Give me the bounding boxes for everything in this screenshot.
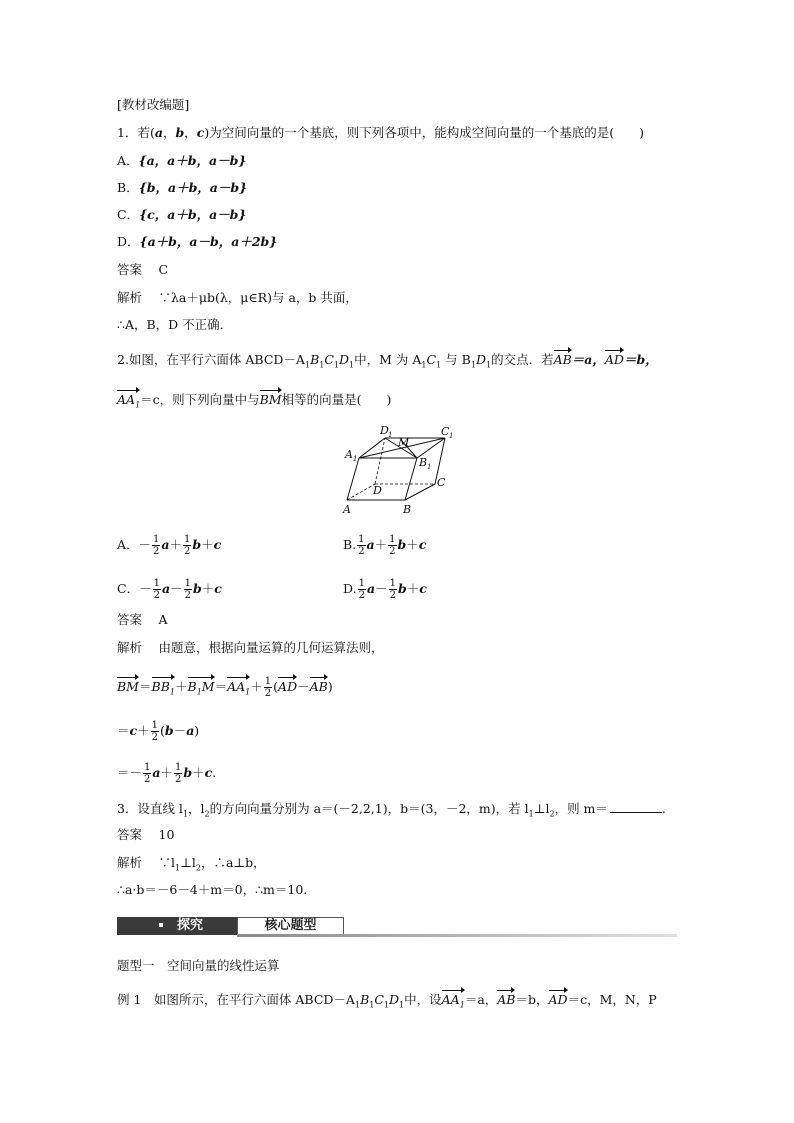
q1-analysis-1: 解析 ∵λa＋μb(λ，μ∈R)与 a，b 共面， <box>117 290 358 305</box>
q2-derivation-1: $BM=BB_1+B_1M=AA_1+$ $\frac{1}{2}$ (AD－AB) <box>117 676 333 699</box>
q1-option-c: C．{c，a＋b，a－b} <box>117 207 247 222</box>
q2-option-c: C．－ $\frac{1}{2}$ a－ $\frac{1}{2}$ b＋c <box>117 578 222 601</box>
source-tag: [教材改编题] <box>117 97 190 112</box>
q2-option-b: B. $\frac{1}{2}$ a＋ $\frac{1}{2}$ b＋c <box>343 534 427 557</box>
q2-stem-line1: 2.如图，在平行六面体 $ABCD-A_1B_1C_1D_1$中，M 为 $A_1C_1$ 与 $B_1D_1$的交点．若AB＝a，AD＝b， <box>117 352 658 370</box>
q1-option-a: A．{a，a＋b，a－b} <box>117 153 247 168</box>
q3-stem: 3．设直线 $l_1$，$l_2$的方向向量分别为 a＝(－2,2,1)，b＝(3，－2，m)，若 $l_1\perp l_2$，则 m＝ . <box>117 801 666 819</box>
q1-option-d: D．{a＋b，a－b，a＋2b} <box>117 234 278 249</box>
banner-core-types: 核心题型 <box>237 917 344 935</box>
label-m: M <box>398 436 410 449</box>
q3-analysis-1: 解析 $\because l_1\perp l_2$，∴a⊥b， <box>117 855 266 873</box>
svg-text:1: 1 <box>449 432 454 440</box>
example-1: 例 1 如图所示，在平行六面体 $ABCD-A_1B_1C_1D_1$中，设$AA_1=a$，AB＝b，AD＝c，M，N，P <box>117 990 657 1014</box>
q3-answer: 答案 10 <box>117 827 175 842</box>
svg-text:1: 1 <box>353 455 358 463</box>
svg-text:1: 1 <box>388 431 393 439</box>
q3-analysis-2: ∴a·b＝－6－4＋m＝0，∴m＝10. <box>117 882 308 897</box>
svg-text:1: 1 <box>427 463 432 471</box>
label-c1: C <box>441 425 450 438</box>
parallelepiped-figure <box>335 418 460 518</box>
q2-derivation-3: ＝－ $\frac{1}{2}$ a＋ $\frac{1}{2}$ b＋c. <box>117 762 217 785</box>
section-title: 题型一 空间向量的线性运算 <box>117 958 280 973</box>
answer-blank <box>610 812 662 813</box>
q2-derivation-2: ＝c＋ $\frac{1}{2}$ (b－a) <box>117 720 200 743</box>
q2-answer: 答案 A <box>117 612 168 627</box>
q2-option-d: D. $\frac{1}{2}$ a－ $\frac{1}{2}$ b＋c <box>343 578 427 601</box>
banner-rule <box>237 934 677 937</box>
label-b1: B <box>419 456 428 469</box>
banner-explore: 探究 <box>117 917 237 935</box>
q2-stem-line2: $AA_1=c$，则下列向量中与BM相等的向量是( ) <box>117 390 391 414</box>
label-d: D <box>373 484 382 497</box>
q2-analysis: 解析 由题意，根据向量运算的几何运算法则， <box>117 640 384 655</box>
section-banner <box>117 917 677 937</box>
label-c: C <box>437 476 446 489</box>
q1-answer: 答案 C <box>117 262 169 277</box>
label-a: A <box>343 503 351 516</box>
q1-stem: 1．若(a，b，c)为空间向量的一个基底，则下列各项中，能构成空间向量的一个基底的是( ) <box>117 125 644 140</box>
q1-analysis-2: ∴A，B，D 不正确． <box>117 317 233 332</box>
q1-option-b: B．{b，a＋b，a－b} <box>117 180 248 195</box>
q2-option-a: A．－ $\frac{1}{2}$ a＋ $\frac{1}{2}$ b＋c <box>117 534 222 557</box>
label-d1: D <box>380 424 389 437</box>
label-a1: A <box>345 448 353 461</box>
label-b: B <box>403 503 412 516</box>
